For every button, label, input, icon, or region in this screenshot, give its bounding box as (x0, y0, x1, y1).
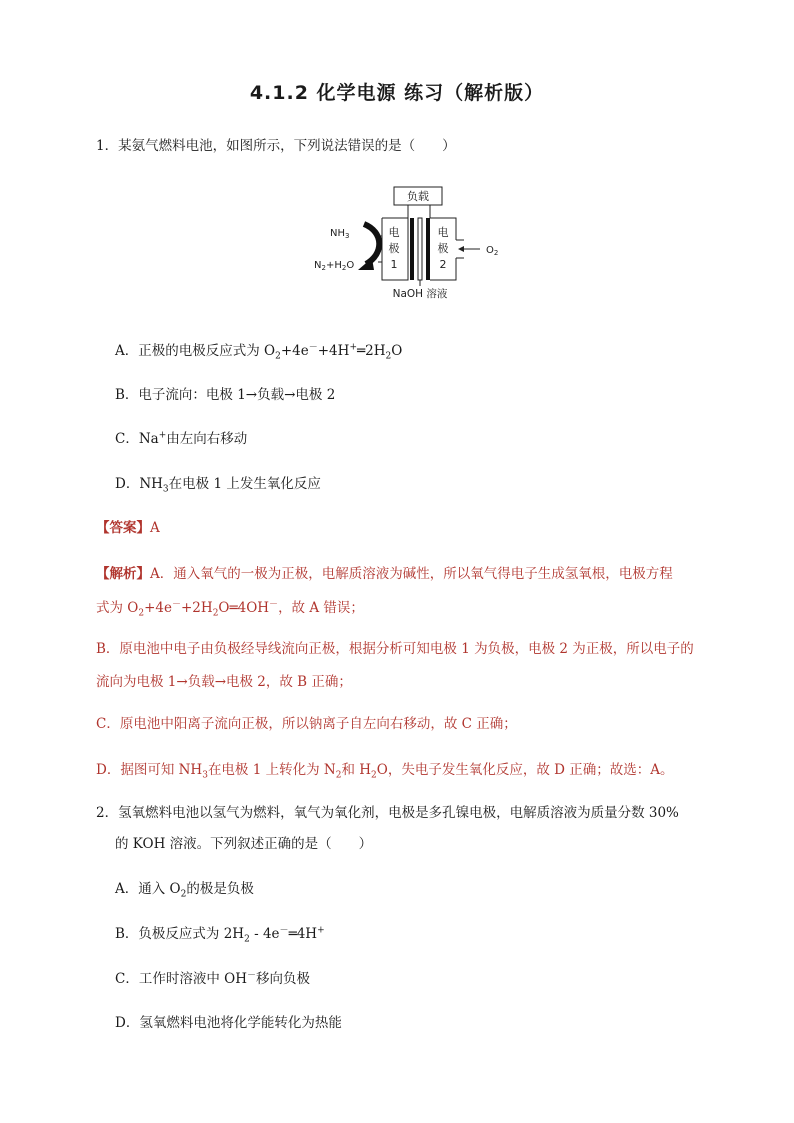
electrode-1-bar (410, 218, 414, 280)
nh3-label: $NH_3$ (330, 228, 350, 240)
q1-analysis-d: D．据图可知 $NH_3$在电极 1 上转化为 $N_2$和 $H_2O$，失电子发生氧化反应，故 D 正确；故选：A。 (96, 762, 674, 781)
fuel-cell-diagram (300, 180, 520, 300)
answer-tag: 【答案】 (96, 520, 150, 536)
q2-option-d: D．氢氧燃料电池将化学能转化为热能 (115, 1015, 342, 1031)
electrode-2-label-3: 2 (439, 258, 447, 271)
q1-analysis-b-line2: 流向为电极 1→负载→电极 2，故 B 正确； (96, 674, 352, 690)
electrode-1-label-2: 极 (388, 242, 400, 255)
analysis-tag: 【解析】 (96, 566, 150, 582)
answer-value: A (150, 520, 160, 536)
membrane (418, 218, 422, 280)
q2-option-a: A．通入 $O_2$的极是负极 (115, 881, 254, 900)
o2-arrow-icon (458, 246, 464, 252)
q1-option-c: C．Na+由左向右移动 (115, 430, 248, 447)
electrode-2-bar (426, 218, 430, 280)
n2-h2o-label: $N_2+H_2O$ (314, 260, 355, 272)
q1-analysis-c: C．原电池中阳离子流向正极，所以钠离子自左向右移动，故 C 正确； (96, 716, 517, 732)
flow-curve-icon (364, 224, 379, 264)
load-label: 负载 (407, 190, 429, 203)
q1-option-d: D．$NH_3$在电极 1 上发生氧化反应 (115, 476, 321, 495)
q1-analysis-b-line1: B．原电池中电子由负极经导线流向正极，根据分析可知电极 1 为负极，电极 2 为正极，所以电子的 (96, 641, 694, 657)
q2-option-b: B．负极反应式为 $2H_2$ - 4e－═4H+ (115, 925, 325, 945)
o2-label: $O_2$ (486, 245, 499, 257)
page-title: 4.1.2 化学电源 练习（解析版） (249, 82, 545, 104)
naoh-label: NaOH 溶液 (392, 288, 448, 300)
q1-answer (96, 516, 160, 536)
electrode-1-label-1: 电 (388, 226, 400, 239)
q1-analysis-a-line1: 【解析】A．通入氧气的一极为正极，电解质溶液为碱性，所以氧气得电子生成氢氧根，电极方程 (96, 566, 673, 582)
electrode-1-label-3: 1 (390, 258, 398, 271)
question-2-stem-line1: 2．氢氧燃料电池以氢气为燃料，氧气为氧化剂，电极是多孔镍电极，电解质溶液为质量分数 30% (96, 805, 679, 821)
q1-option-b: B．电子流向：电极 1→负载→电极 2 (115, 387, 336, 403)
electrode-2-label-1: 电 (437, 226, 449, 239)
question-2-stem-line2: 的 KOH 溶液。下列叙述正确的是（ ） (115, 836, 373, 852)
flow-arrowhead-icon (358, 258, 374, 270)
q2-option-c: C．工作时溶液中 OH－移向负极 (115, 970, 310, 987)
q1-analysis-a-line2: 式为 $O_2+4e^-+2H_2O═4OH^-$，故 A 错误； (96, 599, 364, 619)
electrode-2-label-2: 极 (437, 242, 449, 255)
question-1-stem: 1．某氨气燃料电池，如图所示，下列说法错误的是（ ） (96, 138, 456, 154)
q1-option-a: A．正极的电极反应式为 $O_2+4e^-+4H^+═2H_2O$ (115, 342, 403, 362)
